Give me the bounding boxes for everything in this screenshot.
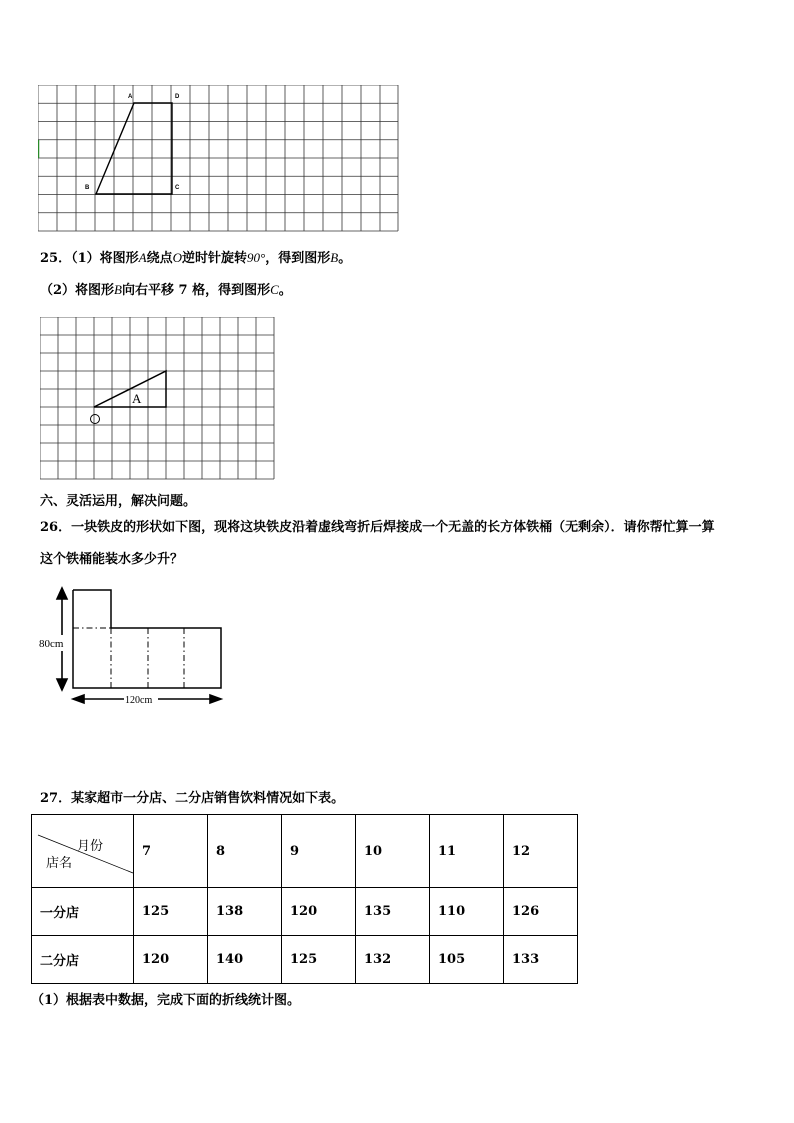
month-cell: 7 xyxy=(134,815,208,888)
sales-cell: 126 xyxy=(504,888,578,936)
q27-title: 27．某家超市一分店、二分店销售饮料情况如下表。 xyxy=(40,791,345,806)
sales-cell: 140 xyxy=(208,936,282,984)
sales-cell: 110 xyxy=(430,888,504,936)
vertex-label-c: C xyxy=(175,185,180,191)
sales-cell: 135 xyxy=(356,888,430,936)
sales-cell: 138 xyxy=(208,888,282,936)
height-arrow-bottom xyxy=(57,679,67,690)
triangle-label-a: A xyxy=(132,391,142,406)
vertex-label-a: A xyxy=(128,94,133,100)
month-cell: 11 xyxy=(430,815,504,888)
grid-trapezoid-figure xyxy=(38,85,400,233)
month-cell: 12 xyxy=(504,815,578,888)
vertex-label-b: B xyxy=(85,185,90,191)
trapezoid-abcd xyxy=(96,103,172,194)
section-six-heading: 六、灵活运用，解决问题。 xyxy=(40,494,197,509)
width-label: 120cm xyxy=(125,695,153,706)
height-label: 80cm xyxy=(39,638,64,650)
sales-cell: 125 xyxy=(134,888,208,936)
vertex-label-d: D xyxy=(175,94,180,100)
table-header-row xyxy=(32,815,578,888)
q26-line2: 这个铁桶能装水多少升？ xyxy=(40,552,184,567)
month-cell: 10 xyxy=(356,815,430,888)
store-name-cell: 一分店 xyxy=(32,888,134,936)
sheet-outline xyxy=(73,590,221,688)
sales-cell: 132 xyxy=(356,936,430,984)
table-row xyxy=(32,888,578,936)
q27-subquestion-1: （1）根据表中数据，完成下面的折线统计图。 xyxy=(31,993,301,1008)
width-arrow-left xyxy=(73,695,84,703)
month-cell: 8 xyxy=(208,815,282,888)
q26-line1: 26．一块铁皮的形状如下图，现将这块铁皮沿着虚线弯折后焊接成一个无盖的长方体铁桶（无剩余）．请你帮忙算一算 xyxy=(40,520,715,535)
sales-cell: 105 xyxy=(430,936,504,984)
header-month-label: 月份 xyxy=(76,839,103,854)
sheet-net-figure xyxy=(38,585,228,710)
sales-cell: 133 xyxy=(504,936,578,984)
grid-triangle-figure xyxy=(40,317,276,481)
q25-part1: 25．（1）将图形A绕点O逆时针旋转90°，得到图形B。 xyxy=(40,250,352,266)
sales-table xyxy=(31,814,578,984)
month-cell: 9 xyxy=(282,815,356,888)
point-o xyxy=(91,415,100,424)
header-store-label: 店名 xyxy=(46,856,73,871)
height-arrow-top xyxy=(57,588,67,599)
sales-cell: 120 xyxy=(134,936,208,984)
width-arrow-right xyxy=(210,695,221,703)
table-row xyxy=(32,936,578,984)
store-name-cell: 二分店 xyxy=(32,936,134,984)
sales-cell: 120 xyxy=(282,888,356,936)
q25-part2: （2）将图形B向右平移 7 格，得到图形C。 xyxy=(40,282,292,298)
sales-cell: 125 xyxy=(282,936,356,984)
table-corner-header xyxy=(32,815,134,888)
